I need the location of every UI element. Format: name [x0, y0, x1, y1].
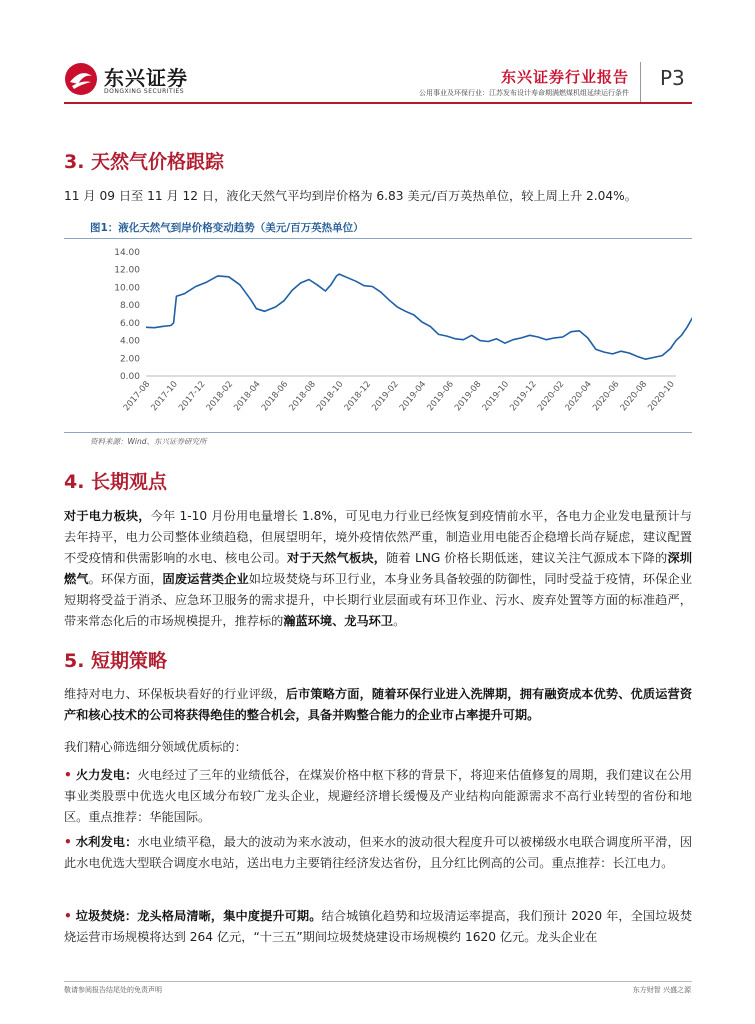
x-tick-label: 2020-06	[591, 379, 622, 414]
company-logo-name: 东兴证券	[104, 66, 188, 90]
section-5-paragraph-1	[64, 684, 692, 726]
lng-price-line-chart	[64, 240, 692, 432]
bullet-hydro-power	[64, 832, 692, 874]
section-5-heading: 5. 短期策略	[64, 650, 168, 672]
x-tick-label: 2019-06	[425, 379, 456, 414]
figure-bottom-rule	[64, 432, 692, 433]
x-tick-label: 2017-08	[121, 379, 153, 414]
section-4-heading: 4. 长期观点	[64, 471, 168, 493]
section-4-bold-run: 瀚蓝环境、龙马环卫	[283, 614, 394, 628]
section-4-run: 随着 LNG 价格长期低迷，建议关注气源成本下降的	[386, 551, 668, 565]
section-4-run: 今年 1-10 月份用电量增长 1.8%，可见电力行业已经恢复到疫情前水平，各电力企业发电量预计与去年持平，电力公司整体业绩趋稳，但展望明年，境外疫情依然严重，制造业用电能否企稳增长尚存疑虑，建议配置不受疫情和供需影响的水电、核电公司。	[64, 509, 692, 565]
x-tick-label: 2018-04	[232, 379, 263, 414]
y-tick-label: 10.00	[114, 283, 140, 294]
section-5-bold-run: 后市策略方面，随着环保行业进入洗牌期，拥有融资成本优势、优质运营资产和核心技术的公司将获得绝佳的整合机会，具备并购整合能力的企业市占率提升可期。	[64, 687, 693, 722]
bullet-marker: •	[64, 835, 72, 849]
page-number: P3	[660, 66, 685, 90]
bullet-emphasis: 龙头格局清晰，集中度提升可期。	[137, 909, 322, 923]
section-4-bold-run: 对于电力板块，	[64, 509, 151, 523]
x-tick-label: 2019-12	[508, 379, 539, 414]
company-logo-icon	[64, 62, 98, 96]
bullet-text: 水电业绩平稳，最大的波动为来水波动，但来水的波动很大程度升可以被梯级水电联合调度所平滑，因此水电优选大型联合调度水电站，送出电力主要销往经济发达省份，且分红比例高的公司。重点推荐：长江电力。	[64, 835, 693, 870]
report-subtitle: 公用事业及环保行业：江苏发布设计寿命期满燃煤机组延续运行条件	[419, 89, 629, 97]
section-4-run: 如垃圾焚烧与环卫行业，本身业务具备较强的防御性，同时受益于疫情，环保企业短期将受益于消杀、应急环卫服务的需求提升，中长期行业层面或有环卫作业、污水、废弃处置等方面的标准趋严，带来常态化后的市场规模提升，推荐标的	[64, 572, 693, 628]
y-tick-label: 8.00	[119, 301, 140, 312]
section-4-paragraph	[64, 506, 692, 632]
bullet-text: 结合城镇化趋势和垃圾清运率提高，我们预计 2020 年，全国垃圾焚烧运营市场规模将达到 264 亿元，“十三五”期间垃圾焚烧建设市场规模约 1620 亿元。龙头企业在	[64, 909, 693, 944]
bullet-marker: •	[64, 768, 72, 782]
series-line	[146, 274, 692, 359]
footer-rule	[64, 981, 692, 982]
x-tick-label: 2019-04	[397, 379, 429, 414]
x-tick-label: 2017-10	[149, 379, 180, 414]
figure-1-title: 图1：液化天然气到岸价格变动趋势（美元/百万英热单位）	[90, 222, 364, 234]
x-tick-label: 2018-10	[315, 379, 346, 414]
y-tick-label: 0.00	[119, 372, 140, 382]
section-3-text: 11 月 09 日至 11 月 12 日，液化天然气平均到岸价格为 6.83 美元/百万英热单位，较上周上升 2.04%。	[64, 189, 637, 203]
section-4-run: 。环保方面，	[88, 572, 163, 586]
footer-disclaimer: 敬请参阅报告结尾处的免责声明	[64, 986, 162, 994]
x-tick-label: 2020-04	[563, 379, 594, 414]
section-4-bold-run: 固废运营类企业	[162, 572, 249, 586]
section-5-paragraph-2: 我们精心筛选细分领域优质标的：	[64, 740, 247, 754]
bullet-thermal-power	[64, 765, 692, 828]
footer-slogan: 东方财智 兴盛之源	[632, 986, 691, 994]
x-tick-label: 2020-10	[646, 379, 677, 414]
y-tick-label: 4.00	[119, 336, 140, 347]
section-4-bold-run: 深圳燃气	[64, 551, 693, 586]
section-4-run: 。	[393, 614, 406, 628]
y-tick-label: 6.00	[119, 318, 140, 329]
figure-top-rule	[64, 238, 692, 239]
y-tick-label: 12.00	[114, 265, 140, 276]
x-tick-label: 2018-08	[287, 379, 318, 414]
x-tick-label: 2020-08	[618, 379, 650, 414]
bullet-text: 火电经过了三年的业绩低谷，在煤炭价格中枢下移的背景下，将迎来估值修复的周期，我们建议在公用事业类股票中优选火电区域分布较广龙头企业，规避经济增长缓慢及产业结构向能源需求不高行业转型的省份和地区。重点推荐：华能国际。	[64, 768, 693, 824]
bullet-label: 水利发电：	[75, 835, 138, 849]
x-tick-label: 2019-02	[370, 379, 401, 414]
y-tick-label: 14.00	[114, 248, 140, 258]
bullet-label: 垃圾焚烧：	[75, 909, 138, 923]
company-logo-subtitle: DONGXING SECURITIES	[104, 88, 185, 95]
x-tick-label: 2019-08	[453, 379, 484, 414]
bullet-marker: •	[64, 909, 72, 923]
y-tick-label: 2.00	[119, 354, 140, 365]
x-tick-label: 2018-06	[259, 379, 291, 414]
section-5-run: 维持对电力、环保板块看好的行业评级，	[64, 687, 286, 701]
x-tick-label: 2018-02	[204, 379, 236, 414]
section-3-heading: 3. 天然气价格跟踪	[64, 151, 225, 173]
bullet-waste-incineration	[64, 906, 692, 948]
x-tick-label: 2017-12	[177, 379, 208, 414]
section-4-bold-run: 对于天然气板块，	[287, 551, 387, 565]
bullet-label: 火力发电：	[75, 768, 138, 782]
x-tick-label: 2020-02	[535, 379, 567, 414]
x-tick-label: 2018-12	[342, 379, 374, 414]
x-tick-label: 2019-10	[480, 379, 512, 414]
header-rule	[64, 102, 692, 104]
figure-source: 资料来源：Wind、东兴证券研究所	[90, 437, 207, 446]
report-title: 东兴证券行业报告	[500, 68, 629, 86]
header-divider	[640, 62, 641, 102]
